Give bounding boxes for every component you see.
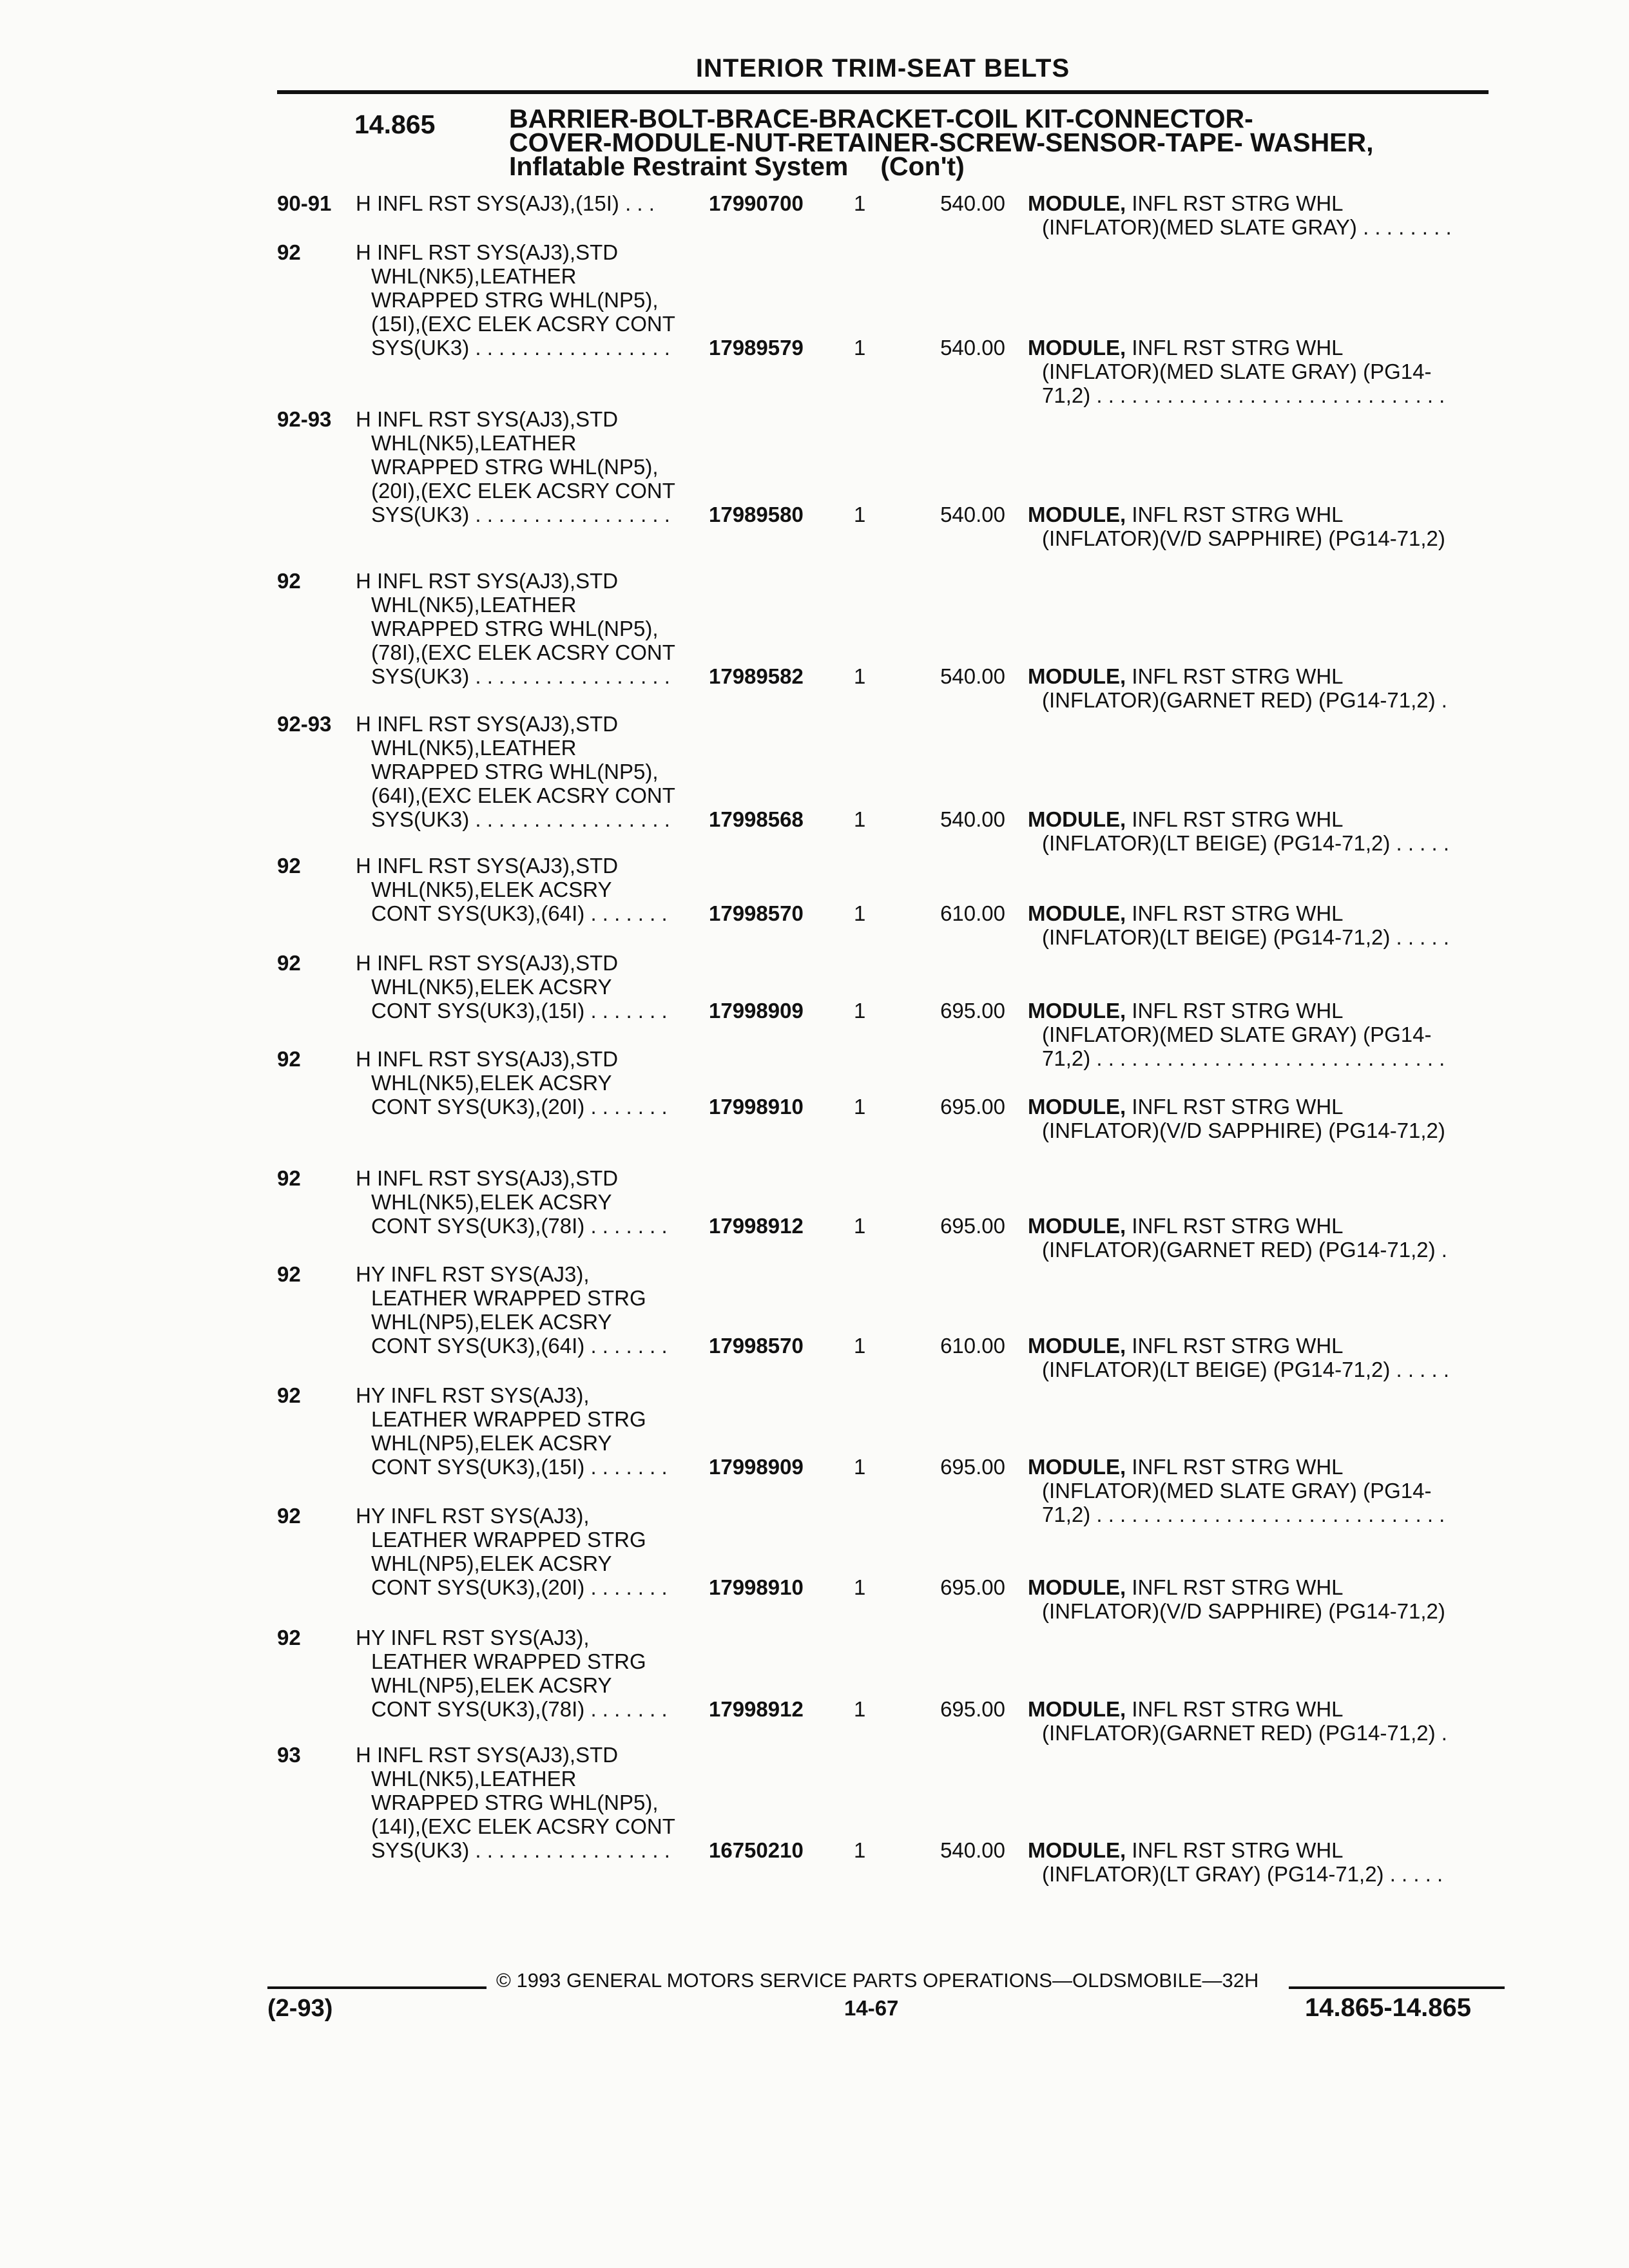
model-year: 92 [277,569,301,593]
part-name-line: (INFLATOR)(MED SLATE GRAY) . . . . . . . . [1042,215,1452,239]
part-name-text: INFL RST STRG WHL [1132,1455,1344,1479]
usage-line: (20I),(EXC ELEK ACSRY CONT [371,479,675,503]
part-number: 17998570 [709,1334,804,1358]
part-name-line: 71,2) . . . . . . . . . . . . . . . . . . . . . . . . . . . . . . [1042,383,1445,407]
usage-line: H INFL RST SYS(AJ3),STD [356,712,619,736]
usage-description [356,240,675,360]
usage-line: WHL(NK5),LEATHER [371,736,577,760]
usage-line: WRAPPED STRG WHL(NP5), [371,1791,659,1814]
price: 540.00 [940,1838,1005,1862]
part-name-text: INFL RST STRG WHL [1132,336,1344,360]
section-number: 14.865 [354,110,436,139]
usage-line: (14I),(EXC ELEK ACSRY CONT [371,1814,675,1838]
part-name-line: (INFLATOR)(V/D SAPPHIRE) (PG14-71,2) [1042,1599,1445,1623]
model-year: 92 [277,1166,301,1190]
part-name-text: INFL RST STRG WHL [1132,1095,1344,1119]
usage-description [356,407,675,526]
price: 540.00 [940,503,1005,526]
part-name-bold: MODULE, [1028,999,1126,1023]
usage-line: H INFL RST SYS(AJ3),(15I) . . . [356,191,655,215]
footer-rule-left [267,1986,487,1989]
part-name [1028,1838,1443,1886]
part-name-line [1028,1455,1445,1479]
part-number: 17998909 [709,999,804,1023]
usage-line: HY INFL RST SYS(AJ3), [356,1262,590,1286]
quantity: 1 [854,1697,866,1721]
usage-description [356,1743,675,1862]
price: 695.00 [940,999,1005,1023]
part-name-text: INFL RST STRG WHL [1132,664,1344,688]
part-name-text: INFL RST STRG WHL [1132,901,1344,925]
part-name-bold: MODULE, [1028,191,1126,215]
part-name-bold: MODULE, [1028,503,1126,526]
usage-line: CONT SYS(UK3),(78I) . . . . . . . [371,1214,668,1238]
model-year: 92 [277,854,301,878]
part-name [1028,1095,1445,1142]
quantity: 1 [854,664,866,688]
usage-line: WHL(NP5),ELEK ACSRY [371,1673,612,1697]
usage-description [356,1626,668,1721]
price: 695.00 [940,1095,1005,1119]
part-name-line: (INFLATOR)(GARNET RED) (PG14-71,2) . [1042,1238,1447,1262]
usage-line: WRAPPED STRG WHL(NP5), [371,760,659,783]
part-name-line [1028,807,1449,831]
usage-description [356,951,668,1023]
part-name [1028,807,1449,855]
price: 540.00 [940,336,1005,360]
part-name-line: (INFLATOR)(MED SLATE GRAY) (PG14- [1042,360,1432,383]
part-name-line [1028,999,1445,1023]
part-number: 17989580 [709,503,804,526]
model-year: 90-91 [277,191,332,215]
date-code: (2-93) [267,1995,333,2022]
part-name-bold: MODULE, [1028,664,1126,688]
section-title-line: Inflatable Restraint System (Con't) [509,151,965,181]
footer-rule-right [1289,1986,1505,1989]
copyright-notice: © 1993 GENERAL MOTORS SERVICE PARTS OPERATIONS—OLDSMOBILE—32H [496,1969,1259,1992]
usage-line: (15I),(EXC ELEK ACSRY CONT [371,312,675,336]
usage-line: SYS(UK3) . . . . . . . . . . . . . . . . . [371,664,670,688]
price: 540.00 [940,664,1005,688]
quantity: 1 [854,807,866,831]
usage-line: CONT SYS(UK3),(15I) . . . . . . . [371,999,668,1023]
part-number: 17989582 [709,664,804,688]
usage-line: CONT SYS(UK3),(20I) . . . . . . . [371,1575,668,1599]
model-year: 92 [277,951,301,975]
usage-line: WRAPPED STRG WHL(NP5), [371,455,659,479]
quantity: 1 [854,999,866,1023]
usage-line: HY INFL RST SYS(AJ3), [356,1504,590,1528]
price: 695.00 [940,1697,1005,1721]
section-title-line: COVER-MODULE-NUT-RETAINER-SCREW-SENSOR-TAPE- WASHER, [509,128,1374,157]
model-year: 92-93 [277,712,332,736]
usage-line: SYS(UK3) . . . . . . . . . . . . . . . . . [371,1838,670,1862]
part-name-line [1028,1334,1449,1358]
part-name-line: (INFLATOR)(LT GRAY) (PG14-71,2) . . . . . [1042,1862,1443,1886]
usage-description [356,1504,668,1599]
part-name [1028,1334,1449,1381]
part-number: 17990700 [709,191,804,215]
price: 610.00 [940,1334,1005,1358]
part-name-bold: MODULE, [1028,336,1126,360]
model-year: 92 [277,1047,301,1071]
part-name-line [1028,1095,1445,1119]
quantity: 1 [854,901,866,925]
part-name [1028,901,1449,949]
quantity: 1 [854,191,866,215]
usage-line: SYS(UK3) . . . . . . . . . . . . . . . . . [371,503,670,526]
usage-line: WHL(NK5),LEATHER [371,1767,577,1791]
model-year: 92 [277,1262,301,1286]
quantity: 1 [854,1095,866,1119]
part-number: 17998912 [709,1697,804,1721]
quantity: 1 [854,1455,866,1479]
usage-line: SYS(UK3) . . . . . . . . . . . . . . . . . [371,336,670,360]
part-name-bold: MODULE, [1028,807,1126,831]
part-name-line [1028,1214,1447,1238]
model-year: 92 [277,1626,301,1649]
usage-line: CONT SYS(UK3),(64I) . . . . . . . [371,1334,668,1358]
usage-line: H INFL RST SYS(AJ3),STD [356,407,619,431]
part-name-line [1028,191,1452,215]
usage-line: SYS(UK3) . . . . . . . . . . . . . . . . . [371,807,670,831]
part-name [1028,1455,1445,1526]
usage-line: WHL(NP5),ELEK ACSRY [371,1431,612,1455]
page-number: 14-67 [844,1996,899,2020]
part-name [1028,1214,1447,1262]
part-name-bold: MODULE, [1028,1838,1126,1862]
usage-line: (64I),(EXC ELEK ACSRY CONT [371,783,675,807]
quantity: 1 [854,1838,866,1862]
usage-line: CONT SYS(UK3),(64I) . . . . . . . [371,901,668,925]
model-year: 92 [277,1504,301,1528]
part-name-line [1028,901,1449,925]
usage-line: HY INFL RST SYS(AJ3), [356,1383,590,1407]
part-number: 17989579 [709,336,804,360]
usage-line: LEATHER WRAPPED STRG [371,1649,646,1673]
usage-line: WHL(NK5),LEATHER [371,593,577,617]
usage-line: WRAPPED STRG WHL(NP5), [371,288,659,312]
model-year: 93 [277,1743,301,1767]
quantity: 1 [854,1334,866,1358]
part-name-line: (INFLATOR)(V/D SAPPHIRE) (PG14-71,2) [1042,1119,1445,1142]
usage-line: HY INFL RST SYS(AJ3), [356,1626,590,1649]
part-name-line: 71,2) . . . . . . . . . . . . . . . . . . . . . . . . . . . . . . [1042,1503,1445,1526]
part-name-text: INFL RST STRG WHL [1132,191,1344,215]
part-name-bold: MODULE, [1028,1455,1126,1479]
part-name-text: INFL RST STRG WHL [1132,1334,1344,1358]
usage-line: (78I),(EXC ELEK ACSRY CONT [371,640,675,664]
part-name-line: (INFLATOR)(LT BEIGE) (PG14-71,2) . . . . . [1042,1358,1450,1381]
part-name-bold: MODULE, [1028,1095,1126,1119]
usage-line: WHL(NK5),ELEK ACSRY [371,878,612,901]
usage-description [356,191,655,215]
usage-line: H INFL RST SYS(AJ3),STD [356,240,619,264]
part-name-text: INFL RST STRG WHL [1132,999,1344,1023]
quantity: 1 [854,336,866,360]
usage-line: H INFL RST SYS(AJ3),STD [356,569,619,593]
part-name-bold: MODULE, [1028,901,1126,925]
continued-label: (Con't) [880,151,965,181]
part-number: 17998910 [709,1095,804,1119]
price: 695.00 [940,1214,1005,1238]
part-name-line [1028,1575,1445,1599]
usage-description [356,1262,668,1358]
part-name-text: INFL RST STRG WHL [1132,1575,1344,1599]
part-name-line: (INFLATOR)(MED SLATE GRAY) (PG14- [1042,1023,1432,1046]
usage-line: CONT SYS(UK3),(20I) . . . . . . . [371,1095,668,1119]
usage-line: WHL(NK5),LEATHER [371,431,577,455]
part-number: 17998909 [709,1455,804,1479]
usage-description [356,1383,668,1479]
usage-description [356,1047,668,1119]
part-name [1028,664,1447,712]
usage-line: H INFL RST SYS(AJ3),STD [356,854,619,878]
part-name [1028,191,1452,239]
quantity: 1 [854,1575,866,1599]
part-name-text: INFL RST STRG WHL [1132,503,1344,526]
part-name-line [1028,1697,1447,1721]
part-name-text: INFL RST STRG WHL [1132,1214,1344,1238]
part-number: 17998910 [709,1575,804,1599]
part-name-line: (INFLATOR)(V/D SAPPHIRE) (PG14-71,2) [1042,526,1445,550]
part-name-text: INFL RST STRG WHL [1132,807,1344,831]
usage-line: H INFL RST SYS(AJ3),STD [356,1047,619,1071]
section-range: 14.865-14.865 [1305,1994,1472,2022]
usage-line: H INFL RST SYS(AJ3),STD [356,1743,619,1767]
part-name-bold: MODULE, [1028,1214,1126,1238]
usage-line: WHL(NK5),ELEK ACSRY [371,1190,612,1214]
usage-description [356,712,675,831]
usage-line: CONT SYS(UK3),(15I) . . . . . . . [371,1455,668,1479]
part-name-line [1028,336,1445,360]
usage-line: H INFL RST SYS(AJ3),STD [356,1166,619,1190]
quantity: 1 [854,1214,866,1238]
part-name-text: INFL RST STRG WHL [1132,1838,1344,1862]
usage-description [356,569,675,688]
part-number: 17998568 [709,807,804,831]
model-year: 92-93 [277,407,332,431]
part-name [1028,1575,1445,1623]
part-name [1028,336,1445,407]
usage-line: WHL(NP5),ELEK ACSRY [371,1310,612,1334]
part-name [1028,999,1445,1070]
usage-line: LEATHER WRAPPED STRG [371,1407,646,1431]
part-name-line: (INFLATOR)(LT BEIGE) (PG14-71,2) . . . . . [1042,925,1450,949]
page-title: INTERIOR TRIM-SEAT BELTS [695,54,1070,82]
usage-line: WHL(NK5),LEATHER [371,264,577,288]
usage-line: H INFL RST SYS(AJ3),STD [356,951,619,975]
price: 695.00 [940,1575,1005,1599]
price: 540.00 [940,191,1005,215]
part-name-line: (INFLATOR)(GARNET RED) (PG14-71,2) . [1042,688,1447,712]
model-year: 92 [277,240,301,264]
part-number: 17998570 [709,901,804,925]
quantity: 1 [854,503,866,526]
usage-line: WHL(NP5),ELEK ACSRY [371,1552,612,1575]
usage-line: WHL(NK5),ELEK ACSRY [371,1071,612,1095]
part-name-line [1028,1838,1443,1862]
part-name-line [1028,503,1445,526]
part-number: 16750210 [709,1838,804,1862]
part-name [1028,503,1445,550]
part-number: 17998912 [709,1214,804,1238]
part-name-line [1028,664,1447,688]
price: 610.00 [940,901,1005,925]
price: 695.00 [940,1455,1005,1479]
usage-line: LEATHER WRAPPED STRG [371,1528,646,1552]
part-name-line: (INFLATOR)(LT BEIGE) (PG14-71,2) . . . . . [1042,831,1450,855]
part-name-line: (INFLATOR)(MED SLATE GRAY) (PG14- [1042,1479,1432,1503]
price: 540.00 [940,807,1005,831]
part-name-line: (INFLATOR)(GARNET RED) (PG14-71,2) . [1042,1721,1447,1745]
part-name-bold: MODULE, [1028,1697,1126,1721]
usage-line: LEATHER WRAPPED STRG [371,1286,646,1310]
usage-line: CONT SYS(UK3),(78I) . . . . . . . [371,1697,668,1721]
part-name-text: INFL RST STRG WHL [1132,1697,1344,1721]
section-title-line: BARRIER-BOLT-BRACE-BRACKET-COIL KIT-CONNECTOR- [509,104,1253,133]
model-year: 92 [277,1383,301,1407]
usage-description [356,1166,668,1238]
part-name-bold: MODULE, [1028,1334,1126,1358]
usage-line: WHL(NK5),ELEK ACSRY [371,975,612,999]
part-name-line: 71,2) . . . . . . . . . . . . . . . . . . . . . . . . . . . . . . [1042,1046,1445,1070]
part-name [1028,1697,1447,1745]
usage-description [356,854,668,925]
usage-line: WRAPPED STRG WHL(NP5), [371,617,659,640]
part-name-bold: MODULE, [1028,1575,1126,1599]
